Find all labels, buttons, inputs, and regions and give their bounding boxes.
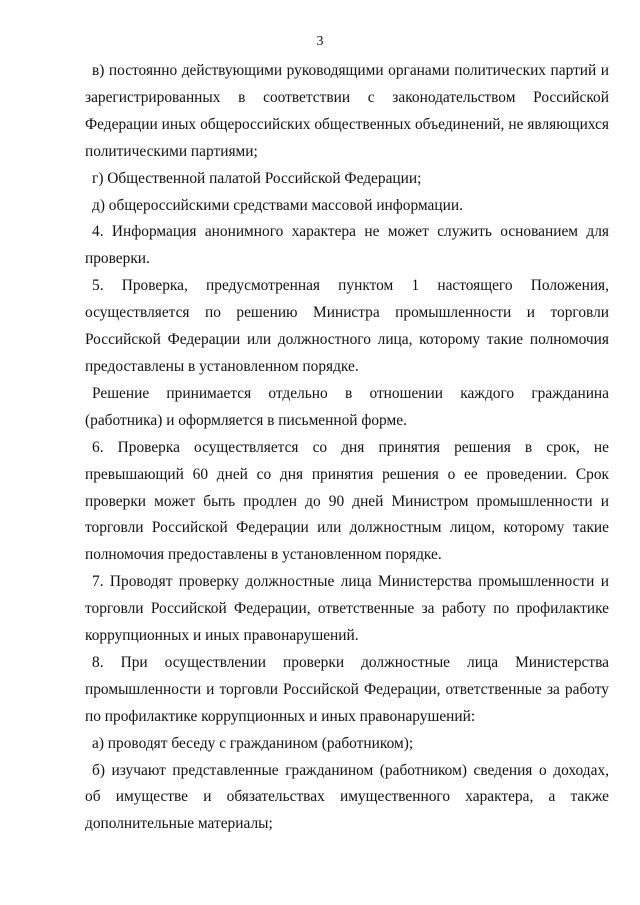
paragraph-b-study-income-info: б) изучают представленные гражданином (работником) сведения о доходах, об имуществе и обязательствах имущественного характера, а также дополнительные материалы; — [85, 761, 609, 833]
paragraph-d-mass-media: д) общероссийскими средствами массовой информации. — [92, 196, 463, 214]
paragraph-8-officials-actions: 8. При осуществлении проверки должностные лица Министерства промышленности и торговли Российской Федерации, ответственные за работу по профилактике коррупционных и иных правонарушений: — [85, 653, 609, 725]
paragraph-decision-written-form: Решение принимается отдельно в отношении каждого гражданина (работника) и оформляется в письменной форме. — [85, 384, 609, 429]
page-number: 3 — [316, 34, 324, 49]
paragraph-6-check-period: 6. Проверка осуществляется со дня принятия решения в срок, не превышающий 60 дней со дня принятия решения о ее проведении. Срок проверки может быть продлен до 90 дней Министром промышленности и торговли Российской Федерации или должностным лицом, которому такие полномочия предоставлены в установленном порядке. — [85, 438, 609, 564]
paragraph-g-public-chamber: г) Общественной палатой Российской Федерации; — [92, 169, 422, 187]
paragraph-a-conversation: а) проводят беседу с гражданином (работником); — [92, 734, 414, 752]
paragraph-v-political-parties: в) постоянно действующими руководящими органами политических партий и зарегистрированных в соответствии с законодательством Российской Федерации иных общероссийских общественных объединений, не являющихся политическими партиями; — [85, 62, 609, 160]
document-body — [85, 58, 609, 838]
paragraph-4-anonymous-info: 4. Информация анонимного характера не может служить основанием для проверки. — [85, 223, 609, 268]
paragraph-5-check-decision: 5. Проверка, предусмотренная пунктом 1 настоящего Положения, осуществляется по решению Министра промышленности и торговли Российской Федерации или должностного лица, которому такие полномочия предоставлены в установленном порядке. — [85, 277, 609, 375]
paragraph-7-responsible-officials: 7. Проводят проверку должностные лица Министерства промышленности и торговли Российской Федерации, ответственные за работу по профилактике коррупционных и иных правонарушений. — [85, 573, 609, 645]
